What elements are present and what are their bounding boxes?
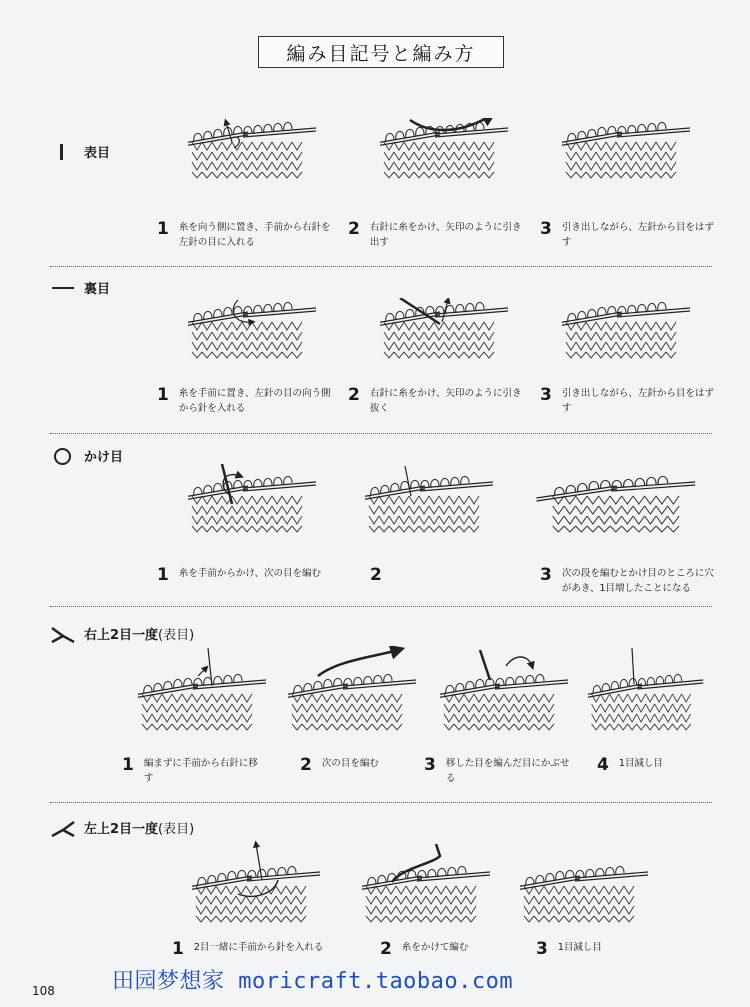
purl-step-2: [348, 386, 528, 416]
step-text: 1目減し目: [557, 942, 602, 953]
left-decrease-step-2: [380, 940, 510, 958]
left-decrease-step-2-figure: [362, 836, 492, 931]
knit-step-2: [348, 220, 528, 250]
step-number: 1: [157, 565, 169, 585]
step-number: 2: [370, 565, 382, 585]
step-text: 次の目を編む: [321, 758, 379, 769]
section-knit-heading: [50, 142, 110, 161]
right-decrease-step-2-figure: [288, 646, 418, 736]
section-left-decrease-title: 左上2目一度: [84, 822, 159, 837]
step-text: 糸を向う側に置き、手前から右針を左針の目に入れる: [178, 222, 331, 248]
step-text: 2目一緒に手前から針を入れる: [193, 942, 324, 953]
knit-step-1-figure: [188, 118, 318, 188]
step-text: 糸をかけて編む: [401, 942, 469, 953]
left-decrease-symbol-icon: [50, 819, 76, 837]
yarn-over-step-2-figure: [365, 464, 500, 544]
left-decrease-step-3-figure: [520, 836, 650, 931]
section-purl-title: 裏目: [84, 282, 111, 297]
knit-step-2-figure: [380, 118, 510, 188]
knit-step-3-figure: [562, 118, 692, 188]
purl-step-3: [540, 386, 715, 416]
step-text: 1目減し目: [618, 758, 663, 769]
step-number: 1: [157, 385, 169, 405]
step-number: 4: [597, 755, 609, 775]
step-text: 糸を手前に置き、左針の目の向う側から針を入れる: [178, 388, 331, 414]
step-number: 3: [536, 939, 548, 959]
section-right-decrease-heading: [50, 624, 194, 643]
page-number: 108: [32, 984, 55, 998]
section-left-decrease-subtitle: (表目): [158, 822, 195, 837]
right-decrease-step-1-figure: [138, 646, 268, 736]
right-decrease-step-1: [122, 756, 262, 786]
section-right-decrease-title: 右上2目一度: [84, 628, 159, 643]
watermark-text: 田园梦想家 moricraft.taobao.com: [112, 969, 514, 994]
knit-symbol-icon: [50, 143, 76, 161]
step-text: 右針に糸をかけ、矢印のように引き出す: [369, 222, 522, 248]
left-decrease-step-3: [536, 940, 646, 958]
yarn-over-step-2: [370, 566, 410, 584]
section-knit-title: 表目: [84, 146, 111, 161]
yarn-over-step-3-figure: [528, 464, 698, 544]
right-decrease-step-2: [300, 756, 420, 774]
page-title: 編み目記号と編み方: [258, 36, 504, 68]
yarn-over-symbol-icon: [50, 447, 76, 465]
step-number: 1: [122, 755, 134, 775]
step-number: 3: [540, 385, 552, 405]
step-number: 3: [540, 219, 552, 239]
right-decrease-step-3: [424, 756, 574, 786]
section-yarn-over-heading: [50, 446, 123, 465]
purl-symbol-icon: [50, 279, 76, 297]
left-decrease-step-1-figure: [192, 836, 322, 931]
right-decrease-step-3-figure: [440, 646, 570, 736]
yarn-over-step-3: [540, 566, 715, 596]
step-number: 1: [172, 939, 184, 959]
step-number: 2: [348, 219, 360, 239]
purl-step-3-figure: [562, 298, 692, 368]
yarn-over-step-1-figure: [188, 464, 323, 544]
step-text: 引き出しながら、左針から目をはずす: [561, 222, 714, 248]
step-text: 移した目を編んだ目にかぶせる: [445, 758, 570, 784]
step-number: 3: [540, 565, 552, 585]
step-number: 2: [348, 385, 360, 405]
section-right-decrease-subtitle: (表目): [158, 628, 195, 643]
purl-step-1: [157, 386, 337, 416]
step-text: 引き出しながら、左針から目をはずす: [561, 388, 714, 414]
knit-step-1: [157, 220, 337, 250]
section-divider: [50, 802, 712, 803]
step-text: 右針に糸をかけ、矢印のように引き抜く: [369, 388, 522, 414]
section-divider: [50, 433, 712, 434]
step-number: 2: [300, 755, 312, 775]
step-text: 糸を手前からかけ、次の目を編む: [178, 568, 321, 579]
section-purl-heading: [50, 278, 110, 297]
section-yarn-over-title: かけ目: [84, 450, 124, 465]
section-divider: [50, 266, 712, 267]
section-divider: [50, 606, 712, 607]
yarn-over-step-1: [157, 566, 357, 584]
right-decrease-step-4: [597, 756, 697, 774]
step-number: 2: [380, 939, 392, 959]
purl-step-1-figure: [188, 298, 318, 368]
purl-step-2-figure: [380, 298, 510, 368]
knit-step-3: [540, 220, 715, 250]
right-decrease-step-4-figure: [588, 646, 708, 736]
step-text: 次の段を編むとかけ目のところに穴があき、1目増したことになる: [561, 568, 714, 594]
section-left-decrease-heading: [50, 818, 194, 837]
step-text: 編まずに手前から右針に移す: [143, 758, 258, 784]
step-number: 3: [424, 755, 436, 775]
step-number: 1: [157, 219, 169, 239]
right-decrease-symbol-icon: [50, 625, 76, 643]
left-decrease-step-1: [172, 940, 362, 958]
